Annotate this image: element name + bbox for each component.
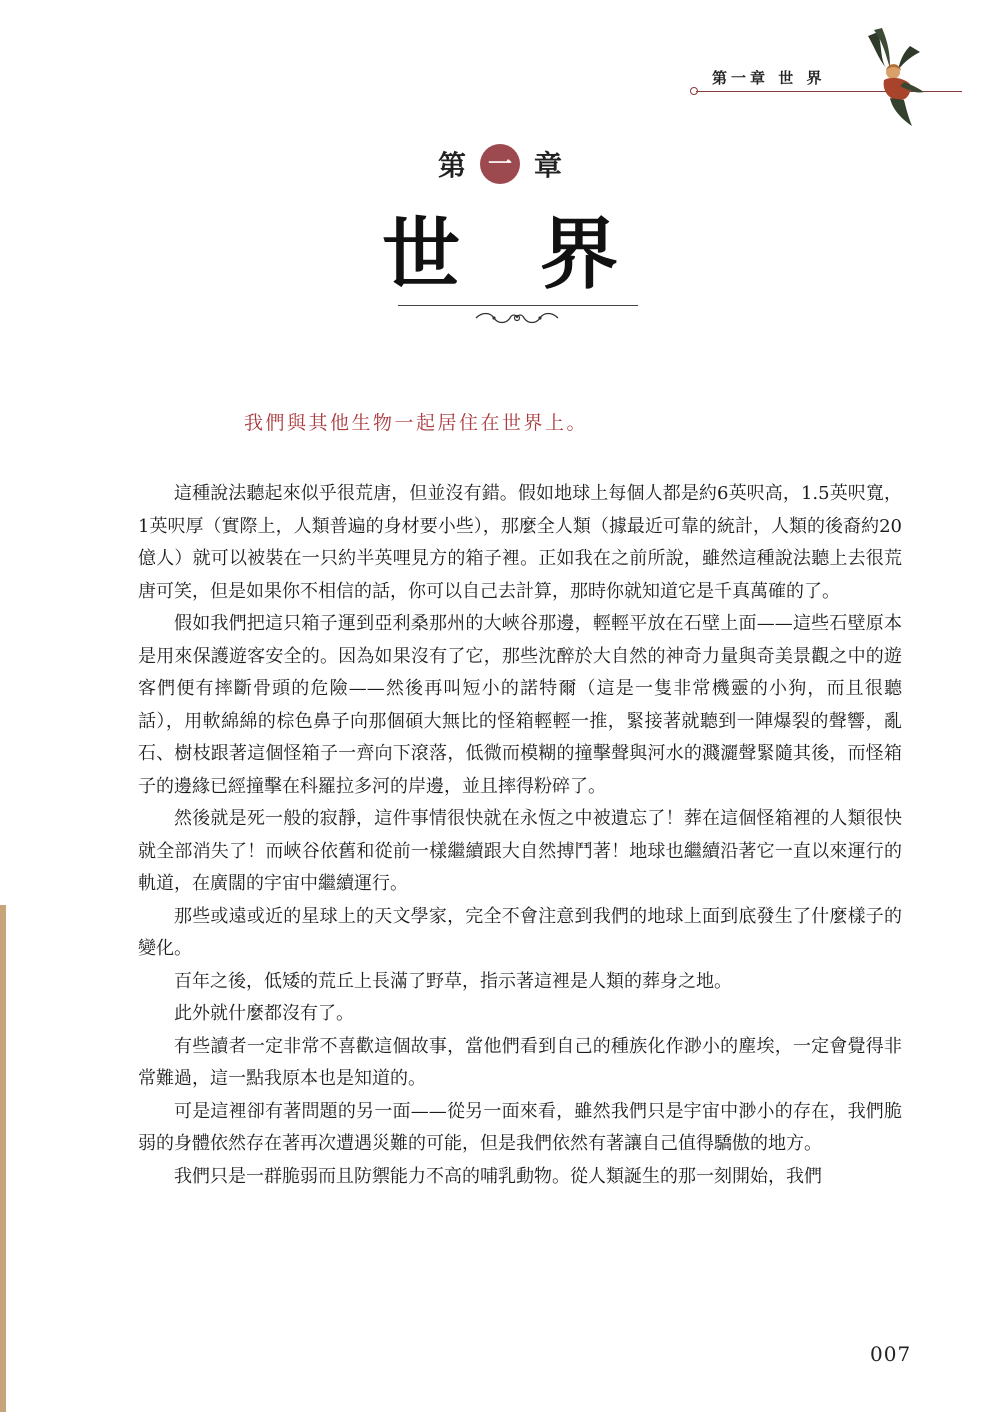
running-header-text: 第一章 世 界	[712, 69, 826, 87]
paragraph: 可是這裡卻有著問題的另一面——從另一面來看，雖然我們只是宇宙中渺小的存在，我們脆弱的身體依然存在著再次遭遇災難的可能，但是我們依然有著讓自己值得驕傲的地方。	[138, 1100, 902, 1154]
chapter-number: 一	[488, 150, 512, 178]
epigraph: 我們與其他生物一起居住在世界上。	[244, 412, 589, 434]
chapter-prefix: 第	[437, 149, 466, 182]
paragraph: 百年之後，低矮的荒丘上長滿了野草，指示著這裡是人類的葬身之地。	[174, 970, 732, 992]
flourish-ornament-icon	[472, 308, 562, 328]
page-number: 007	[870, 1342, 912, 1366]
chapter-label	[0, 144, 1000, 188]
paragraph: 然後就是死一般的寂靜，這件事情很快就在永恆之中被遺忘了！葬在這個怪箱裡的人類很快就全部消失了！而峽谷依舊和從前一樣繼續跟大自然搏鬥著！地球也繼續沿著它一直以來運行的軌道，在廣闊的宇宙中繼續運行。	[138, 808, 902, 894]
paragraph: 這種說法聽起來似乎很荒唐，但並沒有錯。假如地球上每個人都是約6英呎高，1.5英呎寬，1英呎厚（實際上，人類普遍的身材要小些），那麼全人類（據最近可靠的統計，人類的後裔約20億人）就可以被裝在一只約半英哩見方的箱子裡。正如我在之前所說，雖然這種說法聽上去很荒唐可笑，但是如果你不相信的話，你可以自己去計算，那時你就知道它是千真萬確的了。	[138, 483, 902, 602]
page-edge-strip	[0, 905, 6, 1412]
paragraph: 我們只是一群脆弱而且防禦能力不高的哺乳動物。從人類誕生的那一刻開始，我們	[174, 1165, 822, 1187]
chapter-title: 世界	[381, 209, 698, 300]
title-rule	[398, 305, 638, 306]
paragraph: 假如我們把這只箱子運到亞利桑那州的大峽谷那邊，輕輕平放在石壁上面——這些石壁原本是用來保護遊客安全的。因為如果沒有了它，那些沈醉於大自然的神奇力量與奇美景觀之中的遊客們便有摔斷骨頭的危險——然後再叫短小的諾特爾（這是一隻非常機靈的小狗，而且很聽話），用軟綿綿的棕色鼻子向那個碩大無比的怪箱輕輕一推，緊接著就聽到一陣爆裂的聲響，亂石、樹枝跟著這個怪箱子一齊向下滾落，低微而模糊的撞擊聲與河水的濺灑聲緊隨其後，而怪箱子的邊緣已經撞擊在科羅拉多河的岸邊，並且摔得粉碎了。	[138, 613, 902, 797]
paragraph: 此外就什麼都沒有了。	[174, 1003, 354, 1024]
chapter-suffix: 章	[534, 149, 563, 182]
paragraph: 有些讀者一定非常不喜歡這個故事，當他們看到自己的種族化作渺小的塵埃，一定會覺得非常難過，這一點我原本也是知道的。	[138, 1035, 902, 1089]
angel-illustration	[860, 28, 928, 128]
paragraph: 那些或遠或近的星球上的天文學家，完全不會注意到我們的地球上面到底發生了什麼樣子的變化。	[138, 905, 902, 959]
chapter-number-badge	[480, 144, 520, 184]
body-text	[138, 478, 902, 1193]
